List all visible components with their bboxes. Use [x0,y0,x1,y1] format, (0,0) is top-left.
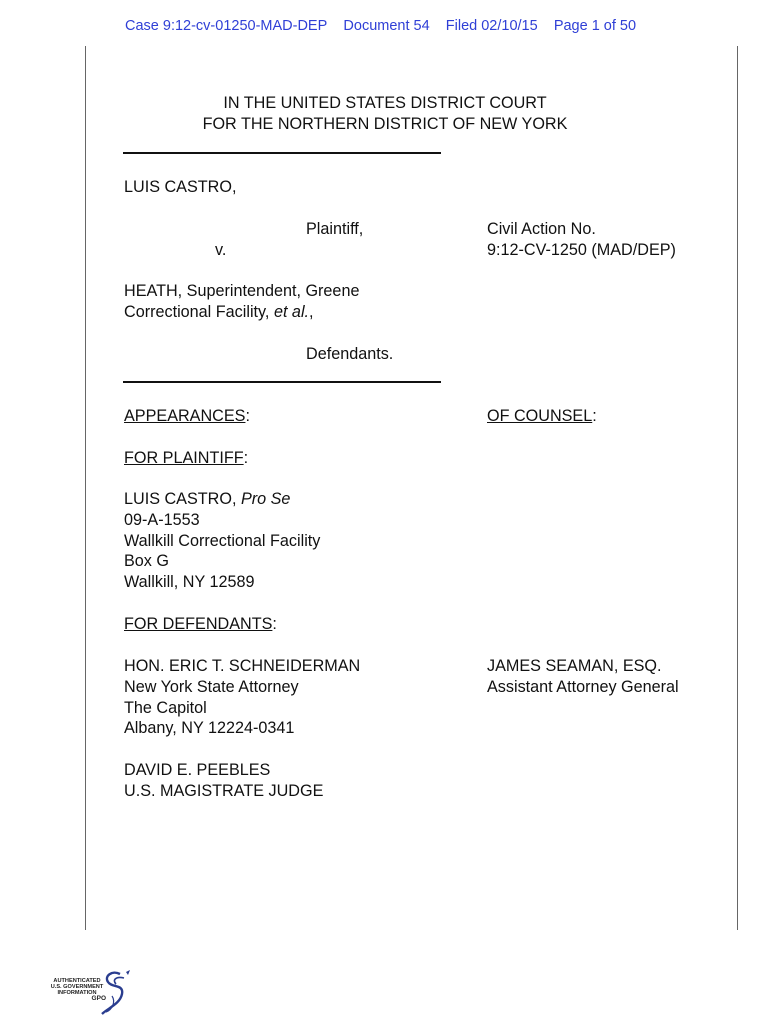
left-margin-line [85,46,86,930]
plaintiff-address-line: Box G [124,552,169,570]
defendant-line1: HEATH, Superintendent, Greene [124,282,360,300]
plaintiff-counsel-name: LUIS CASTRO, Pro Se [124,490,291,508]
filed-date: Filed 02/10/15 [445,18,538,34]
defendant-role: Defendants. [306,345,394,363]
right-margin-line [737,46,738,930]
caption-bottom-rule [123,381,441,383]
for-defendants-heading: FOR DEFENDANTS: [124,615,277,633]
gpo-eagle-icon [42,968,134,1018]
plaintiff-address-line: 09-A-1553 [124,511,200,529]
gpo-logo-text: AUTHENTICATED U.S. GOVERNMENT INFORMATION GPO [50,978,106,1002]
document-number: Document 54 [343,18,430,34]
defendants-counsel-line: New York State Attorney [124,678,299,696]
court-title-line2: FOR THE NORTHERN DISTRICT OF NEW YORK [202,115,568,133]
of-counsel-heading: OF COUNSEL: [487,407,597,425]
of-counsel-name: JAMES SEAMAN, ESQ. [487,657,662,675]
civil-action-label: Civil Action No. [487,220,596,238]
court-title-line1: IN THE UNITED STATES DISTRICT COURT [223,94,547,112]
plaintiff-address-line: Wallkill, NY 12589 [124,573,255,591]
civil-action-number: 9:12-CV-1250 (MAD/DEP) [487,241,676,259]
caption-top-rule [123,152,441,154]
defendant-line2: Correctional Facility, et al., [124,303,314,321]
defendants-counsel-line: The Capitol [124,699,207,717]
plaintiff-name: LUIS CASTRO, [124,178,237,196]
page-indicator: Page 1 of 50 [553,18,637,34]
defendants-counsel-line: HON. ERIC T. SCHNEIDERMAN [124,657,361,675]
gpo-authentication-logo [42,968,134,1018]
judge-title: U.S. MAGISTRATE JUDGE [124,782,324,800]
versus: v. [215,241,227,259]
plaintiff-address-line: Wallkill Correctional Facility [124,532,321,550]
defendants-counsel-line: Albany, NY 12224-0341 [124,719,295,737]
of-counsel-title: Assistant Attorney General [487,678,679,696]
judge-name: DAVID E. PEEBLES [124,761,271,779]
for-plaintiff-heading: FOR PLAINTIFF: [124,449,249,467]
plaintiff-role: Plaintiff, [306,220,364,238]
appearances-heading: APPEARANCES: [124,407,250,425]
case-header-stamp [125,16,636,37]
case-number: Case 9:12-cv-01250-MAD-DEP [125,18,328,34]
